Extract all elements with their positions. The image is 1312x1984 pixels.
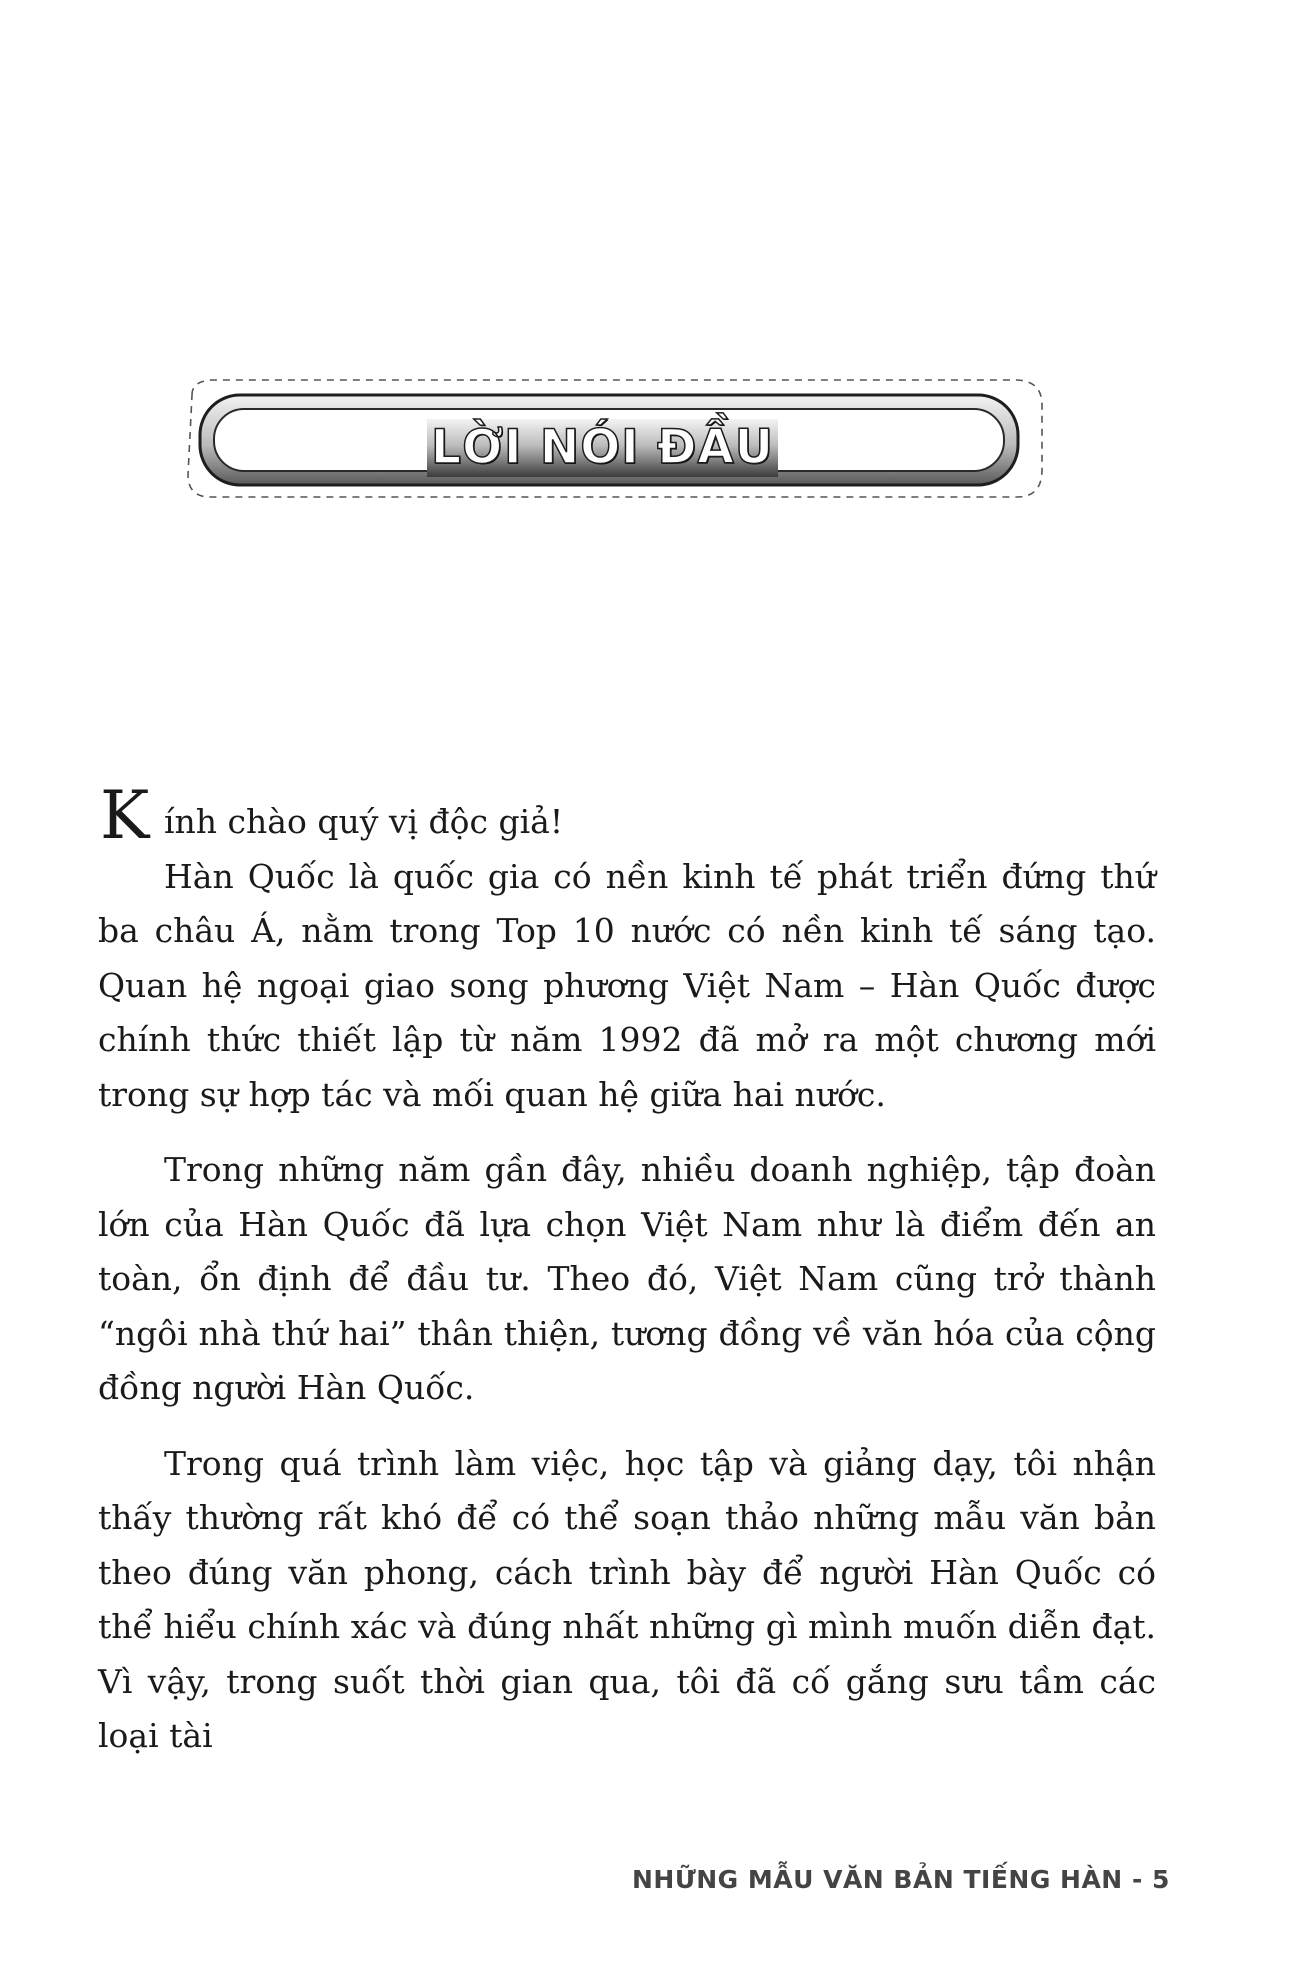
paragraph: Trong những năm gần đây, nhiều doanh nghiệp, tập đoàn lớn của Hàn Quốc đã lựa chọn Việt Nam như là điểm đến an toàn, ổn định để đầu tư. Theo đó, Việt Nam cũng trở thành “ngôi nhà thứ hai” thân thiện, tương đồng về văn hóa của cộng đồng người Hàn Quốc. — [98, 1150, 1156, 1407]
paragraph: Hàn Quốc là quốc gia có nền kinh tế phát triển đứng thứ ba châu Á, nằm trong Top 10 nước có nền kinh tế sáng tạo. Quan hệ ngoại giao song phương Việt Nam – Hàn Quốc được chính thức thiết lập từ năm 1992 đã mở ra một chương mới trong sự hợp tác và mối quan hệ giữa hai nước. — [98, 856, 1156, 1114]
drop-cap: K — [100, 777, 150, 854]
paragraph: Trong quá trình làm việc, học tập và giảng dạy, tôi nhận thấy thường rất khó để có thể soạn thảo những mẫu văn bản theo đúng văn phong, cách trình bày để người Hàn Quốc có thể hiểu chính xác và đúng nhất những gì mình muốn diễn đạt. Vì vậy, trong suốt thời gian qua, tôi đã cố gắng sưu tầm các loại tài — [98, 1443, 1156, 1755]
page-footer: NHỮNG MẪU VĂN BẢN TIẾNG HÀN - 5 — [632, 1865, 1170, 1894]
body-text — [98, 777, 1156, 1785]
greeting-text: ính chào quý vị độc giả! — [164, 802, 564, 841]
greeting — [100, 777, 1156, 854]
title-banner — [182, 375, 1052, 503]
page-title: LỜI NÓI ĐẦU — [427, 419, 778, 477]
